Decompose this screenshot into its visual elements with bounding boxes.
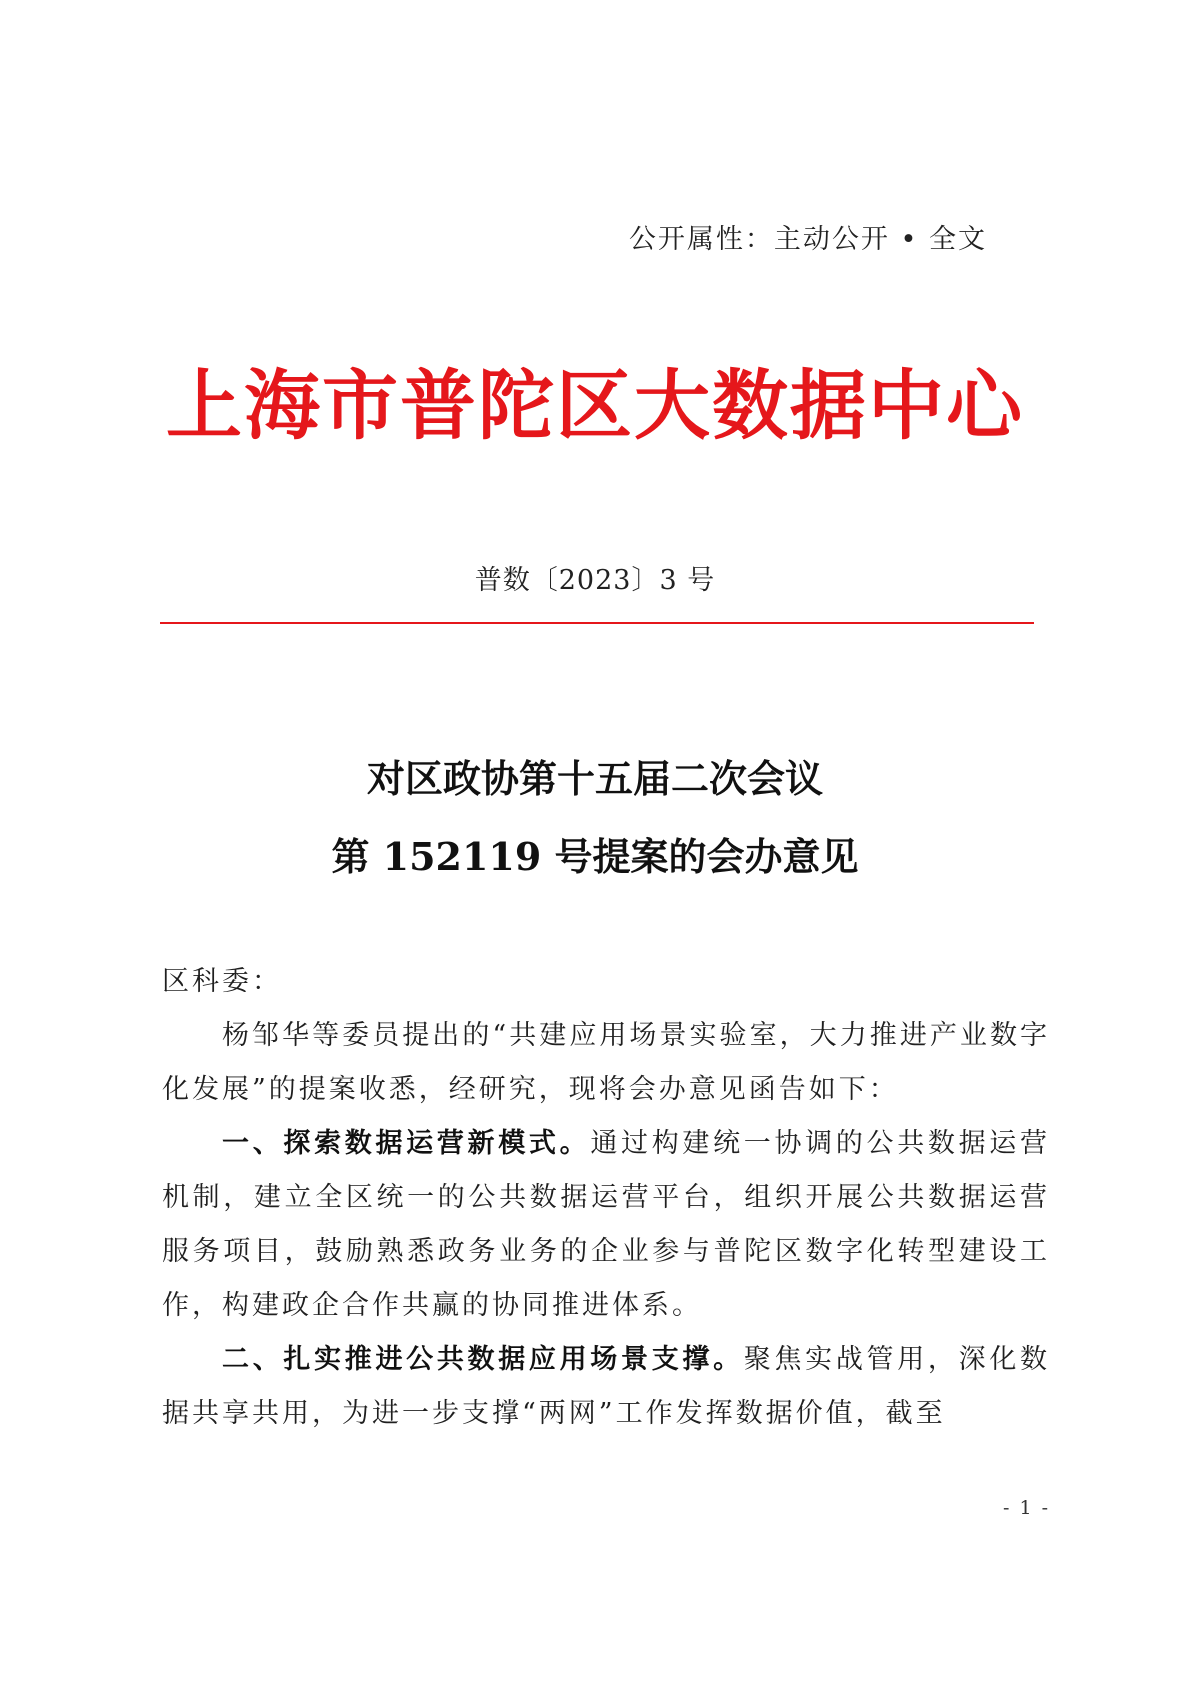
section-2-paragraph bbox=[162, 1333, 1050, 1441]
document-title-line-2: 第 152119 号提案的会办意见 bbox=[331, 834, 859, 879]
section-1-heading: 一、探索数据运营新模式。 bbox=[222, 1128, 591, 1159]
section-1-text: 通过构建统一协调的公共数据运营机制，建立全区统一的公共数据运营平台，组织开展公共数据运营服务项目，鼓励熟悉政务业务的企业参与普陀区数字化转型建设工作，构建政企合作共赢的协同推进体系。 bbox=[162, 1128, 1051, 1321]
document-body bbox=[162, 955, 1050, 1441]
page-number: - 1 - bbox=[1002, 1497, 1050, 1519]
red-divider bbox=[160, 622, 1034, 624]
organization-title: 上海市普陀区大数据中心 bbox=[166, 361, 1024, 450]
salutation: 区科委： bbox=[162, 966, 282, 997]
section-2-text: 聚焦实战管用，深化数据共享共用，为进一步支撑“两网”工作发挥数据价值，截至 bbox=[162, 1344, 1051, 1429]
section-2-heading: 二、扎实推进公共数据应用场景支撑。 bbox=[222, 1344, 744, 1375]
document-number: 普数〔2023〕3 号 bbox=[474, 565, 716, 596]
section-1-paragraph bbox=[162, 1117, 1050, 1333]
disclosure-label: 公开属性：主动公开 • 全文 bbox=[628, 224, 987, 255]
intro-paragraph: 杨邹华等委员提出的“共建应用场景实验室，大力推进产业数字化发展”的提案收悉，经研究，现将会办意见函告如下： bbox=[162, 1020, 1050, 1105]
document-title-line-1: 对区政协第十五届二次会议 bbox=[366, 756, 823, 801]
